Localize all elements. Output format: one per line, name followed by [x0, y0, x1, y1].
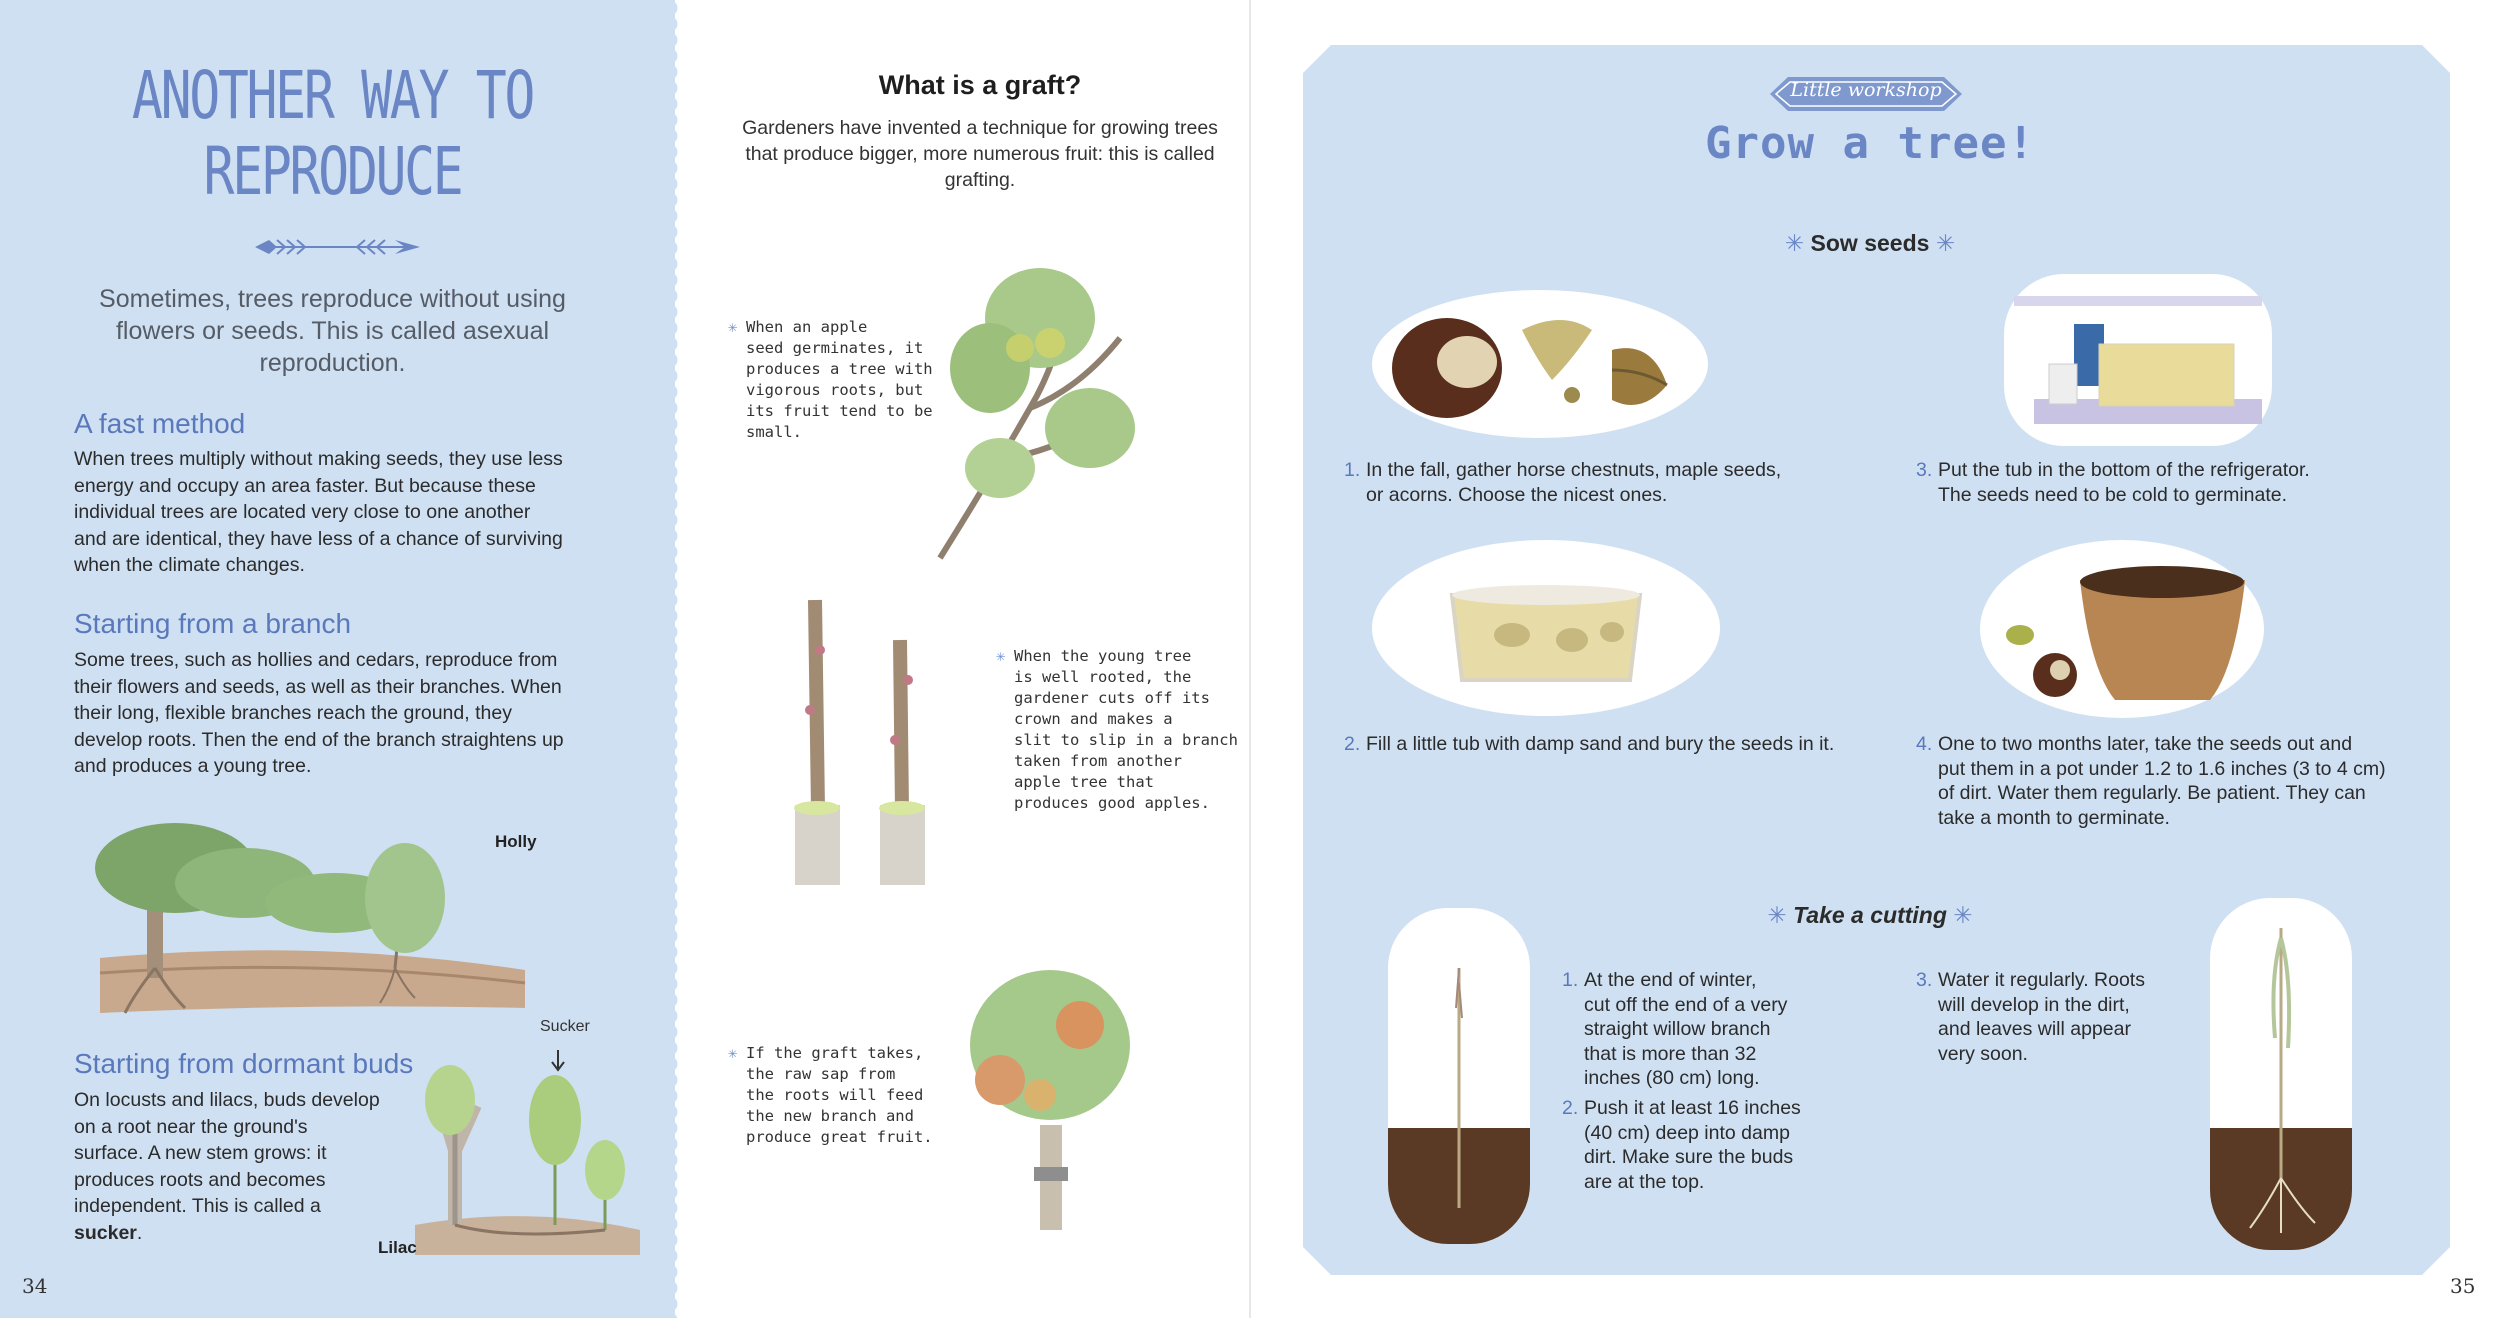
- step-number: 3.: [1916, 459, 1933, 481]
- text-line: on a root near the ground's: [74, 1115, 308, 1138]
- cutting-step-1: [1562, 968, 1864, 1091]
- text-line: energy and occupy an area faster. But because these: [74, 474, 536, 497]
- step-line: dirt. Make sure the buds: [1584, 1146, 1794, 1168]
- paragraph-dormant-buds: [74, 1087, 380, 1246]
- step-line: Push it at least 16 inches: [1584, 1097, 1801, 1119]
- note-line: small.: [746, 423, 802, 441]
- graft-note-1: [728, 317, 933, 443]
- note-line: produces good apples.: [1014, 794, 1210, 812]
- label-sucker: Sucker: [540, 1018, 590, 1035]
- label-lilac: Lilac: [378, 1238, 417, 1257]
- step-line: straight willow branch: [1584, 1018, 1771, 1040]
- text-line: their flowers and seeds, as well as their branches. When: [74, 675, 562, 698]
- note-line: is well rooted, the: [1014, 668, 1192, 686]
- graft-title: What is a graft?: [878, 70, 1082, 100]
- text-line: [74, 1220, 380, 1247]
- heading-sow-seeds: [1760, 230, 1980, 257]
- text-line: On locusts and lilacs, buds develop: [74, 1089, 380, 1111]
- text-line: produces roots and becomes: [74, 1168, 326, 1191]
- arrow-ornament-icon: [255, 236, 420, 258]
- note-line: the raw sap from: [746, 1065, 896, 1083]
- text-fragment: .: [136, 1221, 143, 1244]
- title-line-1: ANOTHER WAY TO: [131, 57, 534, 134]
- page-number-left: 34: [22, 1274, 48, 1298]
- sow-step-2: [1344, 732, 1926, 757]
- text-line: develop roots. Then the end of the branch straightens up: [74, 728, 564, 751]
- text-line: and produces a young tree.: [74, 755, 312, 777]
- step-line: inches (80 cm) long.: [1584, 1067, 1760, 1089]
- fridge-image-blob: [2004, 274, 2272, 446]
- text-line: independent. This is called a: [74, 1195, 321, 1217]
- sow-step-1: [1344, 458, 1836, 507]
- note-line: When an apple: [746, 318, 868, 336]
- step-number: 3.: [1916, 969, 1933, 991]
- cutting-pill-right: [2210, 898, 2352, 1250]
- graft-note-3: [728, 1043, 933, 1148]
- apple-branch-illustration: [920, 258, 1145, 568]
- star-icon: ✳: [1784, 230, 1805, 256]
- step-line: very soon.: [1938, 1042, 2028, 1065]
- heading-from-branch: Starting from a branch: [74, 608, 352, 639]
- step-line: Water it regularly. Roots: [1938, 969, 2145, 991]
- workshop-label: Little workshop: [1790, 79, 1942, 101]
- graft-note-2: [996, 646, 1238, 814]
- cutting-pill-left: [1388, 908, 1530, 1244]
- graft-intro: Gardeners have invented a technique for growing trees that produce bigger, more numerous fruit: this is called grafting.: [742, 117, 1218, 191]
- step-number: 2.: [1344, 733, 1361, 755]
- workshop-title: Grow a tree!: [1705, 118, 2035, 169]
- sand-tub-image-blob: [1372, 540, 1720, 716]
- heading-fast-method: A fast method: [74, 408, 246, 439]
- lilac-illustration: [410, 1040, 645, 1260]
- text-line: surface. A new stem grows: it: [74, 1142, 327, 1164]
- step-line: The seeds need to be cold to germinate.: [1938, 483, 2288, 506]
- heading-text: Sow seeds: [1810, 230, 1930, 256]
- grafted-apple-tree-illustration: [950, 955, 1150, 1235]
- seeds-illustration: [1372, 290, 1708, 438]
- star-icon: ✳: [1935, 230, 1956, 256]
- cutting-step-2: [1562, 1096, 1864, 1194]
- graft-cutting-illustration: [780, 590, 950, 895]
- step-line: take a month to germinate.: [1938, 806, 2170, 829]
- pot-illustration: [1980, 540, 2264, 718]
- sow-step-3: [1916, 458, 2418, 507]
- seeds-image-blob: [1372, 290, 1708, 438]
- spread-divider: [1249, 0, 1251, 1318]
- note-line: its fruit tend to be: [746, 402, 933, 420]
- step-number: 4.: [1916, 733, 1933, 755]
- star-icon: ✳: [1767, 902, 1787, 928]
- text-line: individual trees are located very close to one another: [74, 501, 531, 523]
- page-number-right: 35: [2450, 1274, 2476, 1298]
- step-number: 2.: [1562, 1097, 1579, 1119]
- note-line: If the graft takes,: [746, 1044, 924, 1062]
- step-line: are at the top.: [1584, 1170, 1705, 1193]
- step-line: One to two months later, take the seeds out and: [1938, 733, 2353, 755]
- step-line: (40 cm) deep into damp: [1584, 1121, 1790, 1144]
- step-line: At the end of winter,: [1584, 969, 1757, 991]
- note-line: produces a tree with: [746, 360, 933, 378]
- note-line: slit to slip in a branch: [1014, 731, 1238, 749]
- asterisk-icon: ✳: [996, 647, 1006, 665]
- step-line: that is more than 32: [1584, 1042, 1757, 1065]
- page-title: [120, 58, 545, 210]
- rooted-willow-illustration: [2210, 898, 2352, 1250]
- paragraph-from-branch: [74, 647, 564, 780]
- text-line: and are identical, they have less of a chance of surviving: [74, 527, 563, 550]
- text-line: When trees multiply without making seeds, they use less: [74, 448, 563, 470]
- cutting-step-3: [1916, 968, 2198, 1066]
- text-line: Some trees, such as hollies and cedars, reproduce from: [74, 649, 558, 671]
- step-line: will develop in the dirt,: [1938, 993, 2130, 1016]
- bold-term-sucker: sucker: [74, 1221, 137, 1244]
- pot-image-blob: [1980, 540, 2264, 718]
- holly-illustration: [95, 808, 535, 1018]
- asterisk-icon: ✳: [728, 318, 738, 336]
- step-line: Fill a little tub with damp sand and bury the seeds in it.: [1366, 733, 1835, 755]
- note-line: gardener cuts off its: [1014, 689, 1210, 707]
- text-line: when the climate changes.: [74, 554, 305, 576]
- step-line: of dirt. Water them regularly. Be patient. They can: [1938, 782, 2366, 804]
- intro-paragraph: Sometimes, trees reproduce without using flowers or seeds. This is called asexual reproduction.: [99, 285, 566, 377]
- title-line-2: REPRODUCE: [203, 133, 462, 210]
- heading-text: Take a cutting: [1793, 902, 1947, 928]
- willow-cutting-illustration: [1388, 908, 1530, 1244]
- text-line: their long, flexible branches reach the ground, they: [74, 702, 512, 724]
- step-line: put them in a pot under 1.2 to 1.6 inches (3 to 4 cm): [1938, 757, 2386, 780]
- sow-step-4: [1916, 732, 2438, 830]
- step-line: or acorns. Choose the nicest ones.: [1366, 483, 1668, 506]
- sand-tub-illustration: [1372, 540, 1720, 716]
- step-number: 1.: [1344, 459, 1361, 481]
- note-line: crown and makes a: [1014, 710, 1173, 728]
- note-line: vigorous roots, but: [746, 381, 924, 399]
- asterisk-icon: ✳: [728, 1044, 738, 1062]
- paragraph-fast-method: [74, 446, 563, 579]
- step-line: In the fall, gather horse chestnuts, maple seeds,: [1366, 459, 1782, 481]
- note-line: the roots will feed: [746, 1086, 924, 1104]
- note-line: produce great fruit.: [746, 1128, 933, 1146]
- heading-take-cutting: [1760, 902, 1980, 929]
- step-line: Put the tub in the bottom of the refrigerator.: [1938, 459, 2310, 481]
- step-line: cut off the end of a very: [1584, 993, 1788, 1016]
- note-line: taken from another: [1014, 752, 1182, 770]
- step-number: 1.: [1562, 969, 1579, 991]
- note-line: When the young tree: [1014, 647, 1192, 665]
- label-holly: Holly: [495, 832, 537, 851]
- star-icon: ✳: [1953, 902, 1973, 928]
- note-line: the new branch and: [746, 1107, 914, 1125]
- refrigerator-illustration: [2004, 274, 2272, 446]
- note-line: apple tree that: [1014, 773, 1154, 791]
- step-line: and leaves will appear: [1938, 1018, 2131, 1040]
- heading-dormant-buds: Starting from dormant buds: [74, 1048, 414, 1079]
- scalloped-edge: [670, 0, 686, 1318]
- note-line: seed germinates, it: [746, 339, 924, 357]
